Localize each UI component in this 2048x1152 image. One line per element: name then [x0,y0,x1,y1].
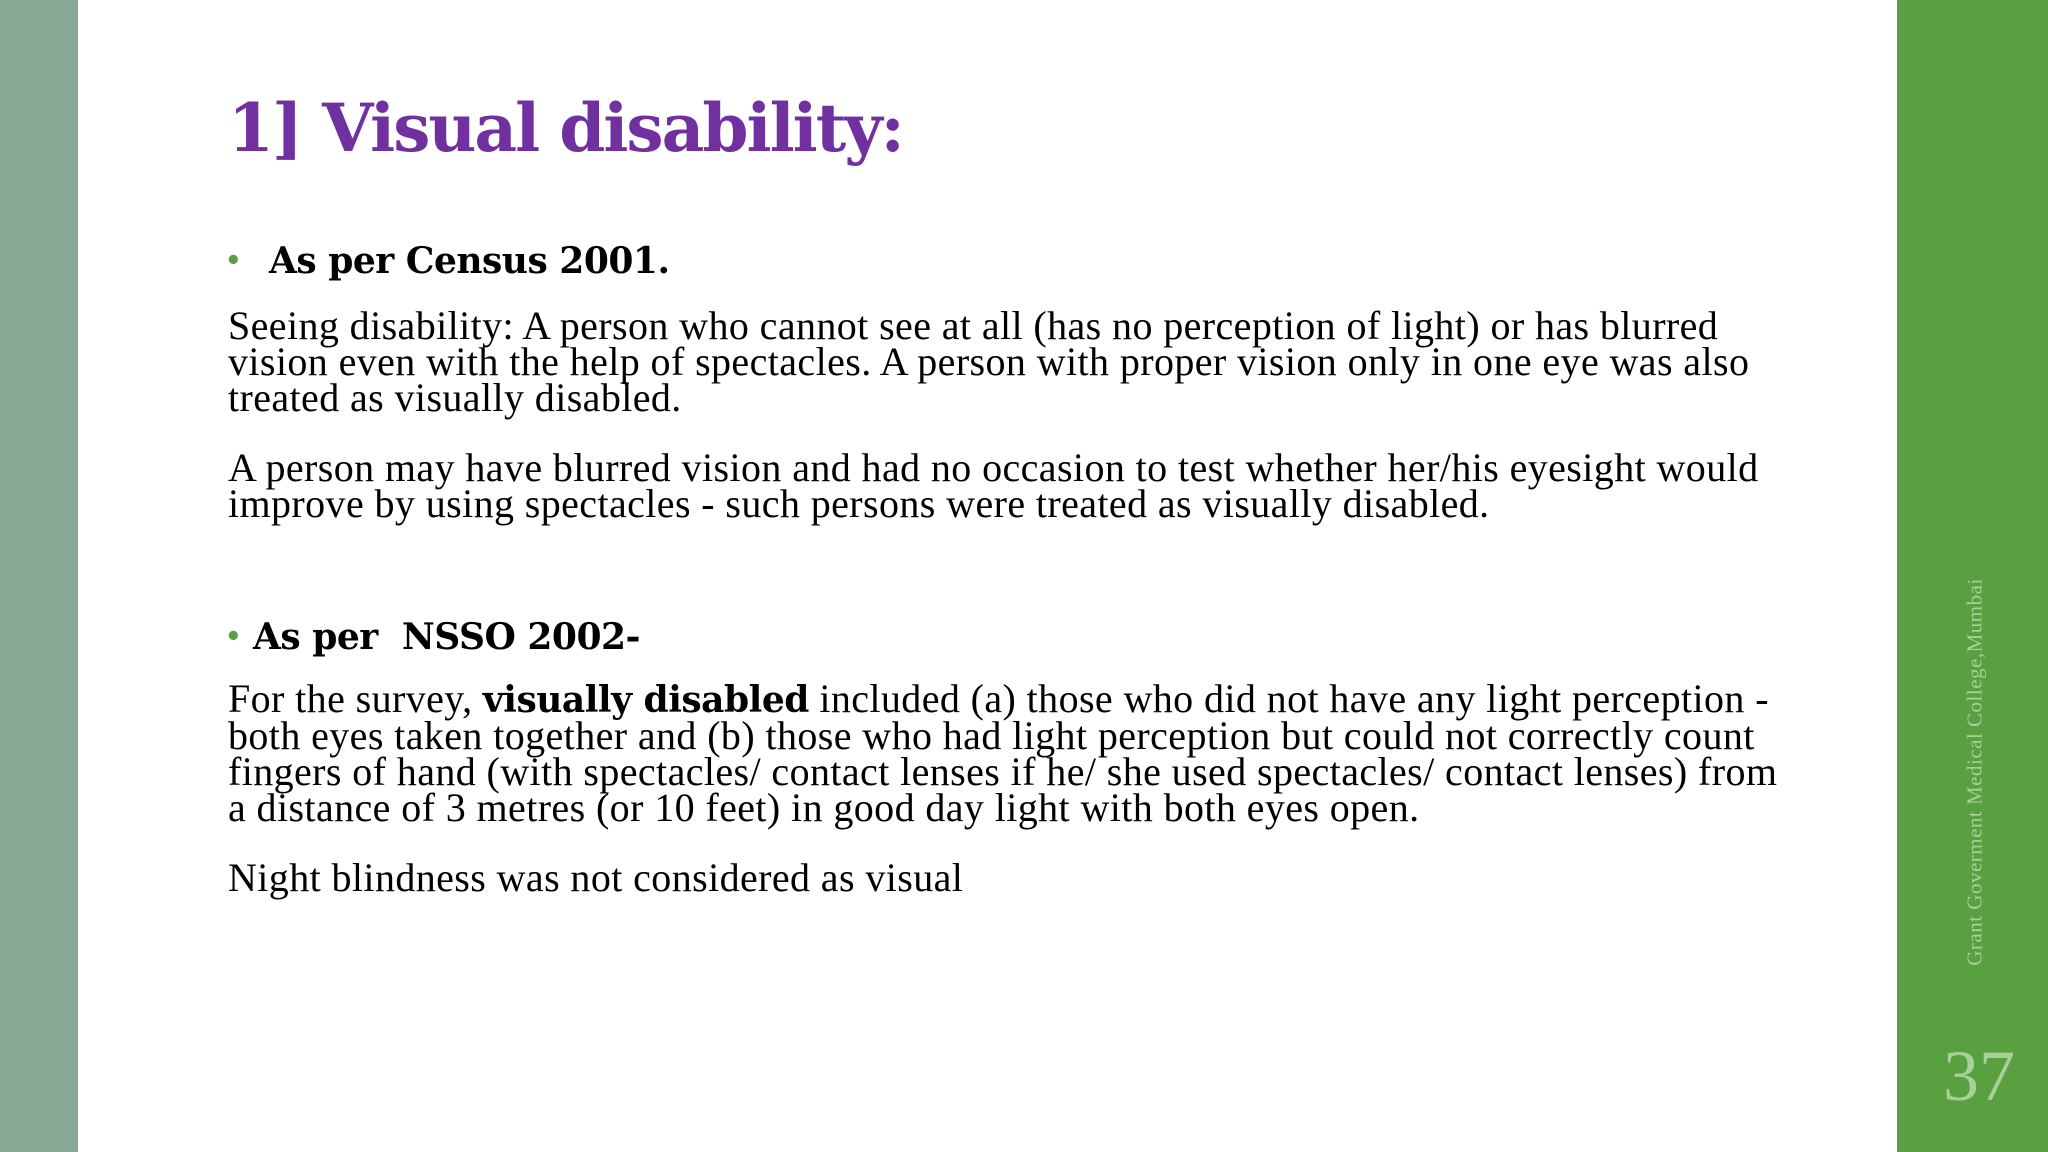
slide-title: 1] Visual disability: [228,89,903,167]
slide-footer: Grant Goverment Medical College,Mumbai [1962,578,1987,966]
page-number: 37 [1943,1036,2015,1116]
left-accent-bar [0,0,78,1152]
slide-content [225,240,1788,901]
bullet-nsso-label: As per NSSO 2002- [253,616,640,659]
nsso-paragraph-1-rest: included (a) those who did not have any light perception - both eyes taken together and (b) those who had light perception but could not correctly count fingers of hand (with spectacles/ contact lenses if he/ she used spectacles/ contact lenses) from a distance of 3 metres (or 10 feet) in good day light with both eyes open. [228,676,1778,831]
right-accent-bar [1897,0,2048,1152]
nsso-paragraph-1-start: For the survey, [228,676,483,722]
bullet-dot-icon: • [225,622,242,653]
bullet-census [225,240,1788,283]
nsso-paragraph-2: Night blindness was not considered as visual [228,855,964,901]
census-paragraph-2: A person may have blurred vision and had no occasion to test whether her/his eyesight would improve by using spectacles - such persons were treated as visually disabled. [228,445,1759,527]
census-paragraph-1: Seeing disability: A person who cannot see at all (has no perception of light) or has blurred vision even with the help of spectacles. A person with proper vision only in one eye was also treated as visually disabled. [228,303,1750,421]
nsso-paragraph-1 [228,676,1788,831]
bullet-census-label: As per Census 2001. [269,240,670,282]
nsso-paragraph-1-bold: visually disabled [482,679,809,722]
bullet-dot-icon: • [225,246,242,276]
bullet-nsso [225,616,1788,659]
